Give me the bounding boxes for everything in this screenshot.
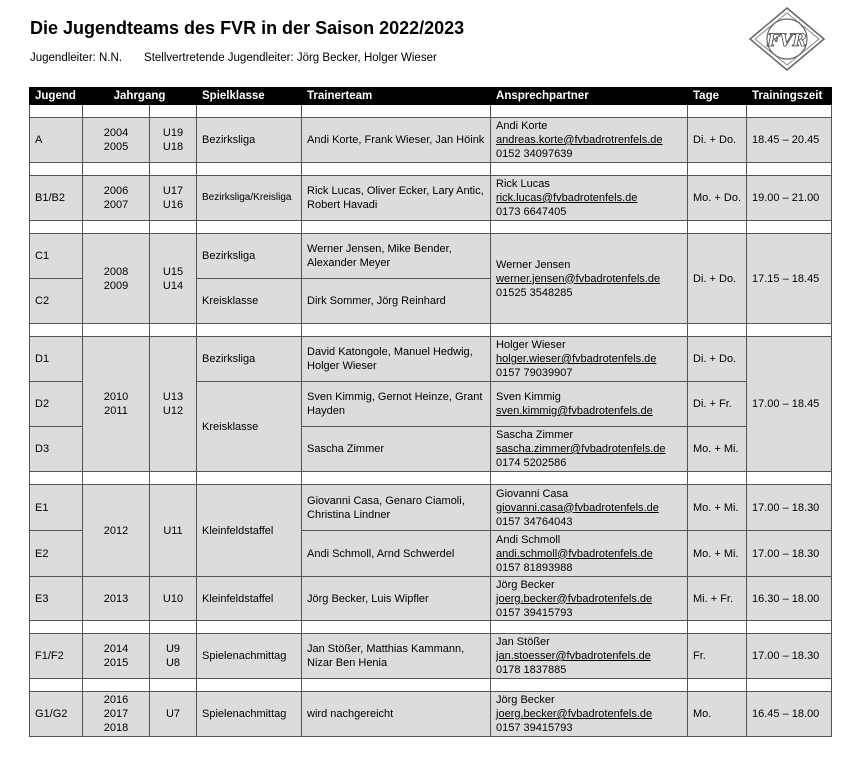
days-cell: Mo. + Mi. [688, 531, 747, 577]
table-row [30, 234, 832, 279]
age-cell: U7 [150, 692, 197, 737]
age-cell: U17 U16 [150, 176, 197, 221]
league-cell: Spielenachmittag [197, 692, 302, 737]
contact-cell: Giovanni Casa giovanni.casa@fvbadrotenfels.de 0157 34764043 [491, 485, 688, 531]
header-jugend: Jugend [30, 88, 83, 105]
trainers-cell: Sven Kimmig, Gernot Heinze, Grant Hayden [302, 382, 491, 427]
days-cell: Mo. + Do. [688, 176, 747, 221]
league-cell: Kreisklasse [197, 279, 302, 324]
days-cell: Mo. [688, 692, 747, 737]
table-row [30, 692, 832, 737]
days-cell: Di. + Do. [688, 337, 747, 382]
league-cell: Kreisklasse [197, 382, 302, 472]
league-cell: Bezirksliga [197, 234, 302, 279]
league-cell: Bezirksliga/Kreisliga [197, 176, 302, 221]
team-cell: E1 [30, 485, 83, 531]
email-link[interactable]: sascha.zimmer@fvbadrotenfels.de [496, 443, 666, 455]
year-cell: 2012 [83, 485, 150, 577]
time-cell: 17.00 – 18.30 [747, 634, 832, 679]
year-cell: 2008 2009 [83, 234, 150, 324]
league-cell: Spielenachmittag [197, 634, 302, 679]
contact-cell: Sascha Zimmer sascha.zimmer@fvbadrotenfels.de 0174 5202586 [491, 427, 688, 472]
time-cell: 17.00 – 18.30 [747, 531, 832, 577]
trainers-cell: Andi Schmoll, Arnd Schwerdel [302, 531, 491, 577]
header-ansprechpartner: Ansprechpartner [491, 88, 688, 105]
header-trainerteam: Trainerteam [302, 88, 491, 105]
team-cell: D1 [30, 337, 83, 382]
league-cell: Bezirksliga [197, 337, 302, 382]
contact-cell: Andi Schmoll andi.schmoll@fvbadrotenfels.de 0157 81893988 [491, 531, 688, 577]
contact-cell: Holger Wieser holger.wieser@fvbadrotenfels.de 0157 79039907 [491, 337, 688, 382]
days-cell: Di. + Do. [688, 234, 747, 324]
year-cell: 2016 2017 2018 [83, 692, 150, 737]
time-cell: 17.15 – 18.45 [747, 234, 832, 324]
time-cell: 19.00 – 21.00 [747, 176, 832, 221]
deputy-leaders: Stellvertretende Jugendleiter: Jörg Becker, Holger Wieser [144, 52, 437, 64]
time-cell: 16.45 – 18.00 [747, 692, 832, 737]
team-cell: E3 [30, 577, 83, 621]
league-cell: Bezirksliga [197, 118, 302, 163]
trainers-cell: Jörg Becker, Luis Wipfler [302, 577, 491, 621]
header-trainingszeit: Trainingszeit [747, 88, 832, 105]
page-title: Die Jugendteams des FVR in der Saison 2022/2023 [30, 18, 465, 38]
year-cell: 2013 [83, 577, 150, 621]
trainers-cell: Dirk Sommer, Jörg Reinhard [302, 279, 491, 324]
trainers-cell: Sascha Zimmer [302, 427, 491, 472]
email-link[interactable]: joerg.becker@fvbadrotenfels.de [496, 592, 653, 605]
year-cell: 2004 2005 [83, 118, 150, 163]
team-cell: A [30, 118, 83, 163]
team-cell: F1/F2 [30, 634, 83, 679]
age-cell: U15 U14 [150, 234, 197, 324]
trainers-cell: Andi Korte, Frank Wieser, Jan Höink [302, 118, 491, 163]
email-link[interactable]: holger.wieser@fvbadrotenfels.de [496, 353, 657, 365]
league-cell: Kleinfeldstaffel [197, 485, 302, 577]
table-row [30, 337, 832, 382]
email-link[interactable]: rick.lucas@fvbadrotenfels.de [496, 192, 638, 204]
days-cell: Di. + Fr. [688, 382, 747, 427]
trainers-cell: wird nachgereicht [302, 692, 491, 737]
email-link[interactable]: jan.stoesser@fvbadrotenfels.de [496, 650, 651, 662]
trainers-cell: Rick Lucas, Oliver Ecker, Lary Antic, Robert Havadi [302, 176, 491, 221]
contact-cell: Jörg Becker joerg.becker@fvbadrotenfels.de 0157 39415793 [491, 692, 688, 737]
email-link[interactable]: giovanni.casa@fvbadrotenfels.de [496, 501, 659, 514]
table-header [30, 88, 832, 105]
header-spielklasse: Spielklasse [197, 88, 302, 105]
team-cell: D2 [30, 382, 83, 427]
days-cell: Mo. + Mi. [688, 485, 747, 531]
header-tage: Tage [688, 88, 747, 105]
trainers-cell: Jan Stößer, Matthias Kammann, Nizar Ben Henia [302, 634, 491, 679]
leaders-line [30, 52, 437, 64]
team-cell: G1/G2 [30, 692, 83, 737]
contact-cell: Andi Korte andreas.korte@fvbadrotrenfels.de 0152 34097639 [491, 118, 688, 163]
contact-cell: Jörg Becker joerg.becker@fvbadrotenfels.de 0157 39415793 [491, 577, 688, 621]
age-cell: U11 [150, 485, 197, 577]
year-cell: 2006 2007 [83, 176, 150, 221]
team-cell: B1/B2 [30, 176, 83, 221]
contact-cell: Jan Stößer jan.stoesser@fvbadrotenfels.de 0178 1837885 [491, 634, 688, 679]
table-row [30, 634, 832, 679]
age-cell: U10 [150, 577, 197, 621]
time-cell: 18.45 – 20.45 [747, 118, 832, 163]
contact-cell: Rick Lucas rick.lucas@fvbadrotenfels.de 0173 6647405 [491, 176, 688, 221]
email-link[interactable]: joerg.becker@fvbadrotenfels.de [496, 708, 653, 720]
email-link[interactable]: andreas.korte@fvbadrotrenfels.de [496, 134, 663, 146]
trainers-cell: David Katongole, Manuel Hedwig, Holger Wieser [302, 337, 491, 382]
table-row [30, 577, 832, 621]
time-cell: 16.30 – 18.00 [747, 577, 832, 621]
league-cell: Kleinfeldstaffel [197, 577, 302, 621]
header-jahrgang: Jahrgang [83, 88, 197, 105]
logo-text: FVR [767, 31, 807, 51]
trainers-cell: Giovanni Casa, Genaro Ciamoli, Christina Lindner [302, 485, 491, 531]
trainers-cell: Werner Jensen, Mike Bender, Alexander Meyer [302, 234, 491, 279]
table-row [30, 485, 832, 531]
time-cell: 17.00 – 18.45 [747, 337, 832, 472]
age-cell: U9 U8 [150, 634, 197, 679]
age-cell: U13 U12 [150, 337, 197, 472]
days-cell: Mi. + Fr. [688, 577, 747, 621]
time-cell: 17.00 – 18.30 [747, 485, 832, 531]
email-link[interactable]: werner.jensen@fvbadrotenfels.de [496, 272, 661, 285]
team-cell: C2 [30, 279, 83, 324]
teams-table [29, 87, 832, 737]
email-link[interactable]: sven.kimmig@fvbadrotenfels.de [496, 405, 653, 417]
table-row [30, 118, 832, 163]
year-cell: 2010 2011 [83, 337, 150, 472]
team-cell: E2 [30, 531, 83, 577]
days-cell: Fr. [688, 634, 747, 679]
days-cell: Mo. + Mi. [688, 427, 747, 472]
contact-cell: Werner Jensen werner.jensen@fvbadrotenfels.de 01525 3548285 [491, 234, 688, 324]
team-cell: C1 [30, 234, 83, 279]
team-cell: D3 [30, 427, 83, 472]
contact-cell: Sven Kimmig sven.kimmig@fvbadrotenfels.de [491, 382, 688, 427]
days-cell: Di. + Do. [688, 118, 747, 163]
fvr-logo-icon [748, 6, 826, 72]
youth-leader: Jugendleiter: N.N. [30, 52, 123, 64]
age-cell: U19 U18 [150, 118, 197, 163]
email-link[interactable]: andi.schmoll@fvbadrotenfels.de [496, 547, 653, 560]
year-cell: 2014 2015 [83, 634, 150, 679]
table-row [30, 176, 832, 221]
